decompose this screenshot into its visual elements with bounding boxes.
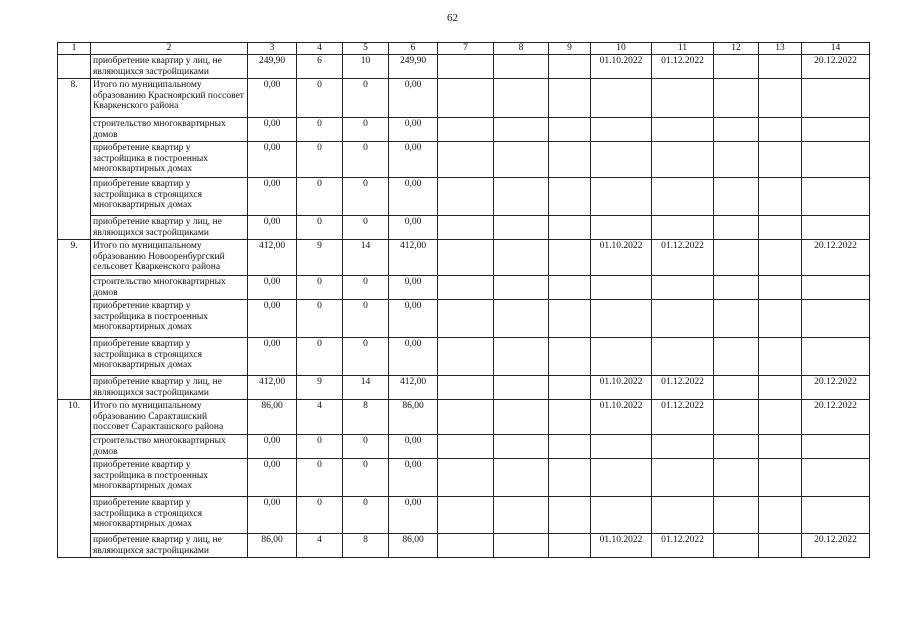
cell-col8 — [494, 300, 549, 338]
row-label: приобретение квартир у застройщика в построенных многоквартирных домах — [91, 459, 248, 497]
cell-col11: 01.12.2022 — [652, 534, 714, 558]
cell-col12 — [714, 300, 759, 338]
data-table — [57, 42, 870, 558]
cell-col3: 412,00 — [248, 376, 297, 400]
column-header: 8 — [494, 43, 549, 55]
cell-col14 — [802, 435, 870, 459]
cell-col5: 0 — [343, 435, 389, 459]
cell-col8 — [494, 497, 549, 534]
cell-col4: 0 — [297, 338, 343, 376]
cell-col5: 10 — [343, 55, 389, 79]
cell-col7 — [438, 459, 494, 497]
cell-col4: 0 — [297, 142, 343, 178]
cell-col8 — [494, 435, 549, 459]
table-row — [58, 435, 870, 459]
table-row — [58, 497, 870, 534]
cell-col8 — [494, 459, 549, 497]
cell-col11 — [652, 79, 714, 118]
cell-col14 — [802, 118, 870, 142]
cell-col14 — [802, 338, 870, 376]
column-header: 9 — [549, 43, 591, 55]
cell-col14 — [802, 216, 870, 240]
column-header: 5 — [343, 43, 389, 55]
cell-col5: 8 — [343, 400, 389, 435]
cell-col10 — [591, 178, 652, 216]
cell-col12 — [714, 459, 759, 497]
cell-col6: 0,00 — [389, 178, 438, 216]
cell-col14: 20.12.2022 — [802, 534, 870, 558]
table-row — [58, 276, 870, 300]
cell-col11: 01.12.2022 — [652, 55, 714, 79]
cell-col12 — [714, 376, 759, 400]
cell-col9 — [549, 55, 591, 79]
cell-col7 — [438, 300, 494, 338]
cell-col7 — [438, 216, 494, 240]
cell-col9 — [549, 400, 591, 435]
cell-col8 — [494, 55, 549, 79]
table-row — [58, 118, 870, 142]
cell-col14: 20.12.2022 — [802, 55, 870, 79]
column-header: 6 — [389, 43, 438, 55]
row-label: строительство многоквартирных домов — [91, 276, 248, 300]
cell-col7 — [438, 55, 494, 79]
cell-col6: 0,00 — [389, 216, 438, 240]
cell-col8 — [494, 178, 549, 216]
cell-col3: 412,00 — [248, 240, 297, 276]
cell-col4: 4 — [297, 400, 343, 435]
cell-col9 — [549, 216, 591, 240]
cell-col13 — [759, 216, 802, 240]
row-label: приобретение квартир у застройщика в строящихся многоквартирных домах — [91, 497, 248, 534]
cell-col4: 9 — [297, 240, 343, 276]
row-number: 9. — [58, 240, 91, 400]
cell-col9 — [549, 178, 591, 216]
cell-col6: 0,00 — [389, 497, 438, 534]
cell-col5: 0 — [343, 300, 389, 338]
cell-col3: 0,00 — [248, 142, 297, 178]
table-row — [58, 534, 870, 558]
cell-col14 — [802, 497, 870, 534]
cell-col7 — [438, 338, 494, 376]
cell-col6: 0,00 — [389, 118, 438, 142]
row-label: приобретение квартир у застройщика в строящихся многоквартирных домах — [91, 178, 248, 216]
cell-col12 — [714, 142, 759, 178]
cell-col13 — [759, 79, 802, 118]
cell-col11 — [652, 178, 714, 216]
cell-col6: 249,90 — [389, 55, 438, 79]
cell-col7 — [438, 497, 494, 534]
cell-col12 — [714, 240, 759, 276]
cell-col10 — [591, 216, 652, 240]
cell-col4: 0 — [297, 300, 343, 338]
cell-col14 — [802, 142, 870, 178]
row-label: приобретение квартир у застройщика в построенных многоквартирных домах — [91, 300, 248, 338]
cell-col4: 0 — [297, 118, 343, 142]
cell-col8 — [494, 534, 549, 558]
cell-col11 — [652, 142, 714, 178]
cell-col7 — [438, 79, 494, 118]
cell-col13 — [759, 300, 802, 338]
row-label: строительство многоквартирных домов — [91, 118, 248, 142]
column-header: 1 — [58, 43, 91, 55]
cell-col3: 86,00 — [248, 534, 297, 558]
cell-col3: 0,00 — [248, 276, 297, 300]
cell-col6: 86,00 — [389, 534, 438, 558]
cell-col8 — [494, 216, 549, 240]
cell-col12 — [714, 178, 759, 216]
cell-col3: 0,00 — [248, 178, 297, 216]
column-header: 10 — [591, 43, 652, 55]
cell-col4: 0 — [297, 276, 343, 300]
row-label: приобретение квартир у застройщика в строящихся многоквартирных домах — [91, 338, 248, 376]
cell-col3: 0,00 — [248, 435, 297, 459]
cell-col8 — [494, 376, 549, 400]
row-label: Итого по муниципальному образованию Красноярский поссовет Кваркенского района — [91, 79, 248, 118]
cell-col13 — [759, 338, 802, 376]
row-number: 10. — [58, 400, 91, 558]
cell-col5: 0 — [343, 459, 389, 497]
cell-col7 — [438, 178, 494, 216]
cell-col13 — [759, 534, 802, 558]
cell-col4: 0 — [297, 216, 343, 240]
cell-col12 — [714, 118, 759, 142]
cell-col11: 01.12.2022 — [652, 400, 714, 435]
cell-col3: 0,00 — [248, 216, 297, 240]
cell-col10 — [591, 79, 652, 118]
cell-col9 — [549, 497, 591, 534]
cell-col7 — [438, 400, 494, 435]
cell-col10 — [591, 435, 652, 459]
table-row — [58, 459, 870, 497]
row-label: приобретение квартир у лиц, не являющихся застройщиками — [91, 55, 248, 79]
column-header: 7 — [438, 43, 494, 55]
cell-col3: 0,00 — [248, 300, 297, 338]
cell-col12 — [714, 79, 759, 118]
cell-col13 — [759, 55, 802, 79]
cell-col9 — [549, 142, 591, 178]
table-row — [58, 338, 870, 376]
cell-col4: 0 — [297, 459, 343, 497]
cell-col14 — [802, 459, 870, 497]
cell-col10 — [591, 118, 652, 142]
cell-col13 — [759, 400, 802, 435]
cell-col5: 0 — [343, 216, 389, 240]
cell-col10: 01.10.2022 — [591, 400, 652, 435]
cell-col6: 0,00 — [389, 142, 438, 178]
cell-col8 — [494, 118, 549, 142]
cell-col3: 86,00 — [248, 400, 297, 435]
row-label: приобретение квартир у застройщика в построенных многоквартирных домах — [91, 142, 248, 178]
cell-col12 — [714, 338, 759, 376]
table-row — [58, 300, 870, 338]
table-row — [58, 178, 870, 216]
cell-col5: 0 — [343, 178, 389, 216]
cell-col14 — [802, 178, 870, 216]
cell-col6: 86,00 — [389, 400, 438, 435]
cell-col13 — [759, 435, 802, 459]
cell-col13 — [759, 497, 802, 534]
cell-col10 — [591, 459, 652, 497]
cell-col6: 0,00 — [389, 338, 438, 376]
cell-col11 — [652, 276, 714, 300]
cell-col10: 01.10.2022 — [591, 55, 652, 79]
cell-col9 — [549, 435, 591, 459]
cell-col10: 01.10.2022 — [591, 240, 652, 276]
cell-col8 — [494, 276, 549, 300]
cell-col5: 0 — [343, 142, 389, 178]
cell-col3: 0,00 — [248, 459, 297, 497]
table-row — [58, 400, 870, 435]
cell-col10 — [591, 142, 652, 178]
cell-col5: 0 — [343, 497, 389, 534]
table-row — [58, 55, 870, 79]
cell-col7 — [438, 240, 494, 276]
page-number: 62 — [447, 12, 458, 24]
cell-col13 — [759, 376, 802, 400]
column-header: 2 — [91, 43, 248, 55]
cell-col9 — [549, 338, 591, 376]
table-row — [58, 240, 870, 276]
cell-col7 — [438, 534, 494, 558]
cell-col13 — [759, 142, 802, 178]
cell-col11 — [652, 216, 714, 240]
cell-col6: 0,00 — [389, 435, 438, 459]
cell-col9 — [549, 118, 591, 142]
row-number — [58, 55, 91, 79]
cell-col12 — [714, 497, 759, 534]
cell-col11 — [652, 118, 714, 142]
cell-col5: 14 — [343, 376, 389, 400]
column-header: 13 — [759, 43, 802, 55]
cell-col5: 14 — [343, 240, 389, 276]
header-row — [58, 43, 870, 55]
row-label: приобретение квартир у лиц, не являющихся застройщиками — [91, 534, 248, 558]
cell-col12 — [714, 534, 759, 558]
cell-col14 — [802, 300, 870, 338]
cell-col14 — [802, 79, 870, 118]
cell-col6: 0,00 — [389, 79, 438, 118]
cell-col12 — [714, 400, 759, 435]
cell-col3: 0,00 — [248, 338, 297, 376]
table-row — [58, 79, 870, 118]
column-header: 11 — [652, 43, 714, 55]
cell-col4: 0 — [297, 435, 343, 459]
cell-col9 — [549, 300, 591, 338]
cell-col13 — [759, 276, 802, 300]
cell-col3: 0,00 — [248, 118, 297, 142]
cell-col4: 4 — [297, 534, 343, 558]
column-header: 12 — [714, 43, 759, 55]
cell-col11 — [652, 338, 714, 376]
cell-col10 — [591, 300, 652, 338]
cell-col9 — [549, 79, 591, 118]
cell-col13 — [759, 178, 802, 216]
cell-col5: 0 — [343, 79, 389, 118]
cell-col11 — [652, 497, 714, 534]
cell-col13 — [759, 240, 802, 276]
cell-col11 — [652, 435, 714, 459]
cell-col4: 0 — [297, 178, 343, 216]
cell-col4: 9 — [297, 376, 343, 400]
cell-col5: 0 — [343, 276, 389, 300]
cell-col9 — [549, 534, 591, 558]
row-label: строительство многоквартирных домов — [91, 435, 248, 459]
cell-col9 — [549, 459, 591, 497]
cell-col7 — [438, 376, 494, 400]
cell-col12 — [714, 435, 759, 459]
cell-col8 — [494, 240, 549, 276]
table-row — [58, 142, 870, 178]
row-label: приобретение квартир у лиц, не являющихся застройщиками — [91, 216, 248, 240]
cell-col12 — [714, 55, 759, 79]
row-number: 8. — [58, 79, 91, 240]
cell-col11: 01.12.2022 — [652, 240, 714, 276]
cell-col3: 0,00 — [248, 79, 297, 118]
cell-col11 — [652, 459, 714, 497]
cell-col11: 01.12.2022 — [652, 376, 714, 400]
cell-col3: 249,90 — [248, 55, 297, 79]
cell-col7 — [438, 142, 494, 178]
table-body — [58, 43, 870, 558]
cell-col11 — [652, 300, 714, 338]
cell-col8 — [494, 400, 549, 435]
cell-col9 — [549, 240, 591, 276]
table-row — [58, 216, 870, 240]
cell-col4: 0 — [297, 79, 343, 118]
row-label: Итого по муниципальному образованию Новооренбургский сельсовет Кваркенского района — [91, 240, 248, 276]
cell-col6: 412,00 — [389, 376, 438, 400]
cell-col12 — [714, 216, 759, 240]
cell-col5: 8 — [343, 534, 389, 558]
cell-col10 — [591, 276, 652, 300]
cell-col3: 0,00 — [248, 497, 297, 534]
column-header: 14 — [802, 43, 870, 55]
cell-col9 — [549, 376, 591, 400]
cell-col5: 0 — [343, 338, 389, 376]
cell-col7 — [438, 276, 494, 300]
cell-col6: 0,00 — [389, 300, 438, 338]
cell-col6: 0,00 — [389, 276, 438, 300]
cell-col6: 0,00 — [389, 459, 438, 497]
row-label: Итого по муниципальному образованию Саракташский поссовет Саракташского района — [91, 400, 248, 435]
cell-col8 — [494, 79, 549, 118]
cell-col7 — [438, 118, 494, 142]
cell-col9 — [549, 276, 591, 300]
cell-col14: 20.12.2022 — [802, 400, 870, 435]
cell-col8 — [494, 338, 549, 376]
cell-col13 — [759, 459, 802, 497]
table-row — [58, 376, 870, 400]
cell-col4: 0 — [297, 497, 343, 534]
cell-col14: 20.12.2022 — [802, 376, 870, 400]
column-header: 4 — [297, 43, 343, 55]
cell-col14 — [802, 276, 870, 300]
cell-col10 — [591, 338, 652, 376]
cell-col12 — [714, 276, 759, 300]
cell-col10: 01.10.2022 — [591, 534, 652, 558]
cell-col4: 6 — [297, 55, 343, 79]
cell-col14: 20.12.2022 — [802, 240, 870, 276]
cell-col6: 412,00 — [389, 240, 438, 276]
column-header: 3 — [248, 43, 297, 55]
cell-col10: 01.10.2022 — [591, 376, 652, 400]
cell-col5: 0 — [343, 118, 389, 142]
row-label: приобретение квартир у лиц, не являющихся застройщиками — [91, 376, 248, 400]
cell-col7 — [438, 435, 494, 459]
cell-col10 — [591, 497, 652, 534]
cell-col13 — [759, 118, 802, 142]
cell-col8 — [494, 142, 549, 178]
